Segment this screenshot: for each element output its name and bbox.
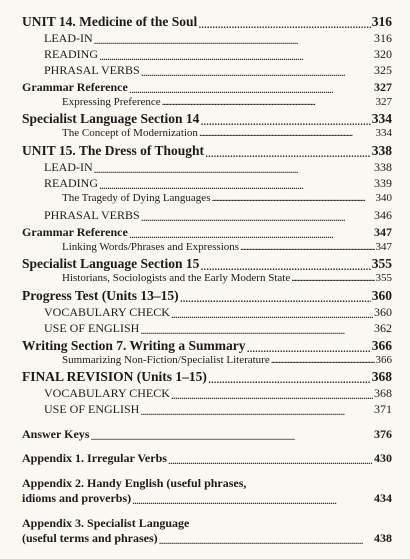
toc-entry-title: The Concept of Modernization <box>62 127 198 139</box>
leader-dots <box>141 66 373 78</box>
leader-dots <box>208 372 371 386</box>
toc-entry-title: Historians, Sociologists and the Early Modern State <box>62 272 291 284</box>
leader-dots <box>247 341 371 355</box>
toc-page-number: 327 <box>375 96 392 108</box>
toc-entry-title: PHRASAL VERBS <box>44 208 140 222</box>
toc-page-number: 320 <box>374 47 392 61</box>
leader-dots <box>162 97 375 108</box>
toc-entry-title: Summarizing Non-Fiction/Specialist Literature <box>62 354 270 366</box>
toc-entry-title: LEAD-IN <box>44 160 93 174</box>
toc-entry-concept-of-modernization[interactable] <box>0 127 410 139</box>
toc-page-number: 334 <box>375 127 392 139</box>
toc-entry-appendix-2[interactable] <box>0 491 410 506</box>
toc-page-number: 366 <box>371 338 392 353</box>
toc-page-number: 355 <box>375 272 392 284</box>
toc-page-number: 376 <box>374 427 392 441</box>
toc-entry-appendix-1[interactable] <box>0 451 410 466</box>
toc-entry-title: Progress Test (Units 13–15) <box>22 288 179 303</box>
toc-entry-grammar-reference-15[interactable] <box>0 225 410 240</box>
toc-entry-historians-sociologists[interactable] <box>0 272 410 284</box>
toc-page-number: 371 <box>374 402 392 416</box>
leader-dots <box>200 114 370 128</box>
toc-entry-u14-lead-in[interactable] <box>0 31 410 46</box>
leader-dots <box>94 163 373 175</box>
leader-dots <box>99 50 373 62</box>
toc-entry-specialist-language-15[interactable] <box>0 256 410 272</box>
toc-entry-summarizing[interactable] <box>0 354 410 366</box>
toc-entry-appendix-2-line-1[interactable] <box>0 475 410 491</box>
toc-entry-title: Specialist Language Section 15 <box>22 256 200 271</box>
toc-entry-title: USE OF ENGLISH <box>44 402 140 416</box>
toc-page-number: 362 <box>374 321 392 335</box>
toc-entry-title: Appendix 2. Handy English (useful phrases, <box>22 476 247 490</box>
toc-entry-title: Grammar Reference <box>22 80 128 94</box>
toc-entry-pt-use-of-english[interactable] <box>0 321 410 336</box>
toc-entry-title: UNIT 14. Medicine of the Soul <box>22 14 198 29</box>
toc-entry-u14-reading[interactable] <box>0 47 410 62</box>
toc-page-number: 327 <box>374 80 392 94</box>
leader-dots <box>140 405 373 417</box>
leader-dots <box>141 211 373 223</box>
leader-dots <box>271 355 375 366</box>
toc-entry-title: The Tragedy of Dying Languages <box>62 192 211 204</box>
toc-entry-title: READING <box>44 176 98 190</box>
toc-entry-unit-15[interactable] <box>0 143 410 159</box>
leader-dots <box>94 34 373 46</box>
toc-entry-title: VOCABULARY CHECK <box>44 305 170 319</box>
toc-entry-appendix-3[interactable] <box>0 531 410 546</box>
toc-page-number: 316 <box>374 31 392 45</box>
leader-dots <box>200 259 370 273</box>
toc-entry-title-continued: idioms and proverbs) <box>22 491 132 505</box>
toc-entry-title: Grammar Reference <box>22 225 128 239</box>
toc-entry-title: LEAD-IN <box>44 31 93 45</box>
toc-entry-grammar-reference-14[interactable] <box>0 80 410 95</box>
toc-entry-u15-lead-in[interactable] <box>0 160 410 175</box>
toc-page-number: 316 <box>371 14 392 29</box>
leader-dots <box>180 291 371 305</box>
toc-entry-title: Appendix 3. Specialist Language <box>22 516 190 530</box>
toc-page-number: 346 <box>374 208 392 222</box>
leader-dots <box>171 308 373 320</box>
toc-page-number: 339 <box>374 176 392 190</box>
toc-entry-pt-vocabulary-check[interactable] <box>0 305 410 320</box>
toc-entry-u14-phrasal-verbs[interactable] <box>0 63 410 78</box>
leader-dots <box>199 128 375 139</box>
toc-page-number: 334 <box>371 111 392 126</box>
toc-page-number: 368 <box>374 386 392 400</box>
toc-entry-writing-section-7[interactable] <box>0 338 410 354</box>
leader-dots <box>171 389 373 401</box>
toc-entry-title: Linking Words/Phrases and Expressions <box>62 241 240 253</box>
toc-page-number: 355 <box>371 256 392 271</box>
toc-page-number: 434 <box>374 491 392 505</box>
toc-entry-appendix-3-line-1[interactable] <box>0 515 410 531</box>
leader-dots <box>140 324 373 336</box>
toc-entry-progress-test[interactable] <box>0 288 410 304</box>
toc-page-number: 325 <box>374 63 392 77</box>
toc-page-number: 340 <box>375 192 392 204</box>
leader-dots <box>99 179 373 191</box>
toc-entry-title: Writing Section 7. Writing a Summary <box>22 338 246 353</box>
toc-page-number: 368 <box>371 369 392 384</box>
toc-entry-fr-use-of-english[interactable] <box>0 402 410 417</box>
toc-entry-answer-keys[interactable] <box>0 427 410 442</box>
toc-page-number: 338 <box>374 160 392 174</box>
leader-dots <box>90 430 373 442</box>
leader-dots <box>211 193 374 204</box>
toc-entry-title: Appendix 1. Irregular Verbs <box>22 451 167 465</box>
toc-entry-u15-reading[interactable] <box>0 176 410 191</box>
toc-entry-u15-phrasal-verbs[interactable] <box>0 208 410 223</box>
leader-dots <box>198 17 370 31</box>
toc-page-number: 338 <box>371 143 392 158</box>
toc-page-number: 347 <box>375 241 392 253</box>
toc-entry-final-revision[interactable] <box>0 369 410 385</box>
toc-entry-title: UNIT 15. The Dress of Thought <box>22 143 205 158</box>
toc-page-number: 360 <box>371 288 392 303</box>
toc-page-number: 360 <box>374 305 392 319</box>
toc-page-number: 430 <box>374 451 392 465</box>
leader-dots <box>129 83 373 95</box>
leader-dots <box>240 242 374 253</box>
toc-entry-unit-14[interactable] <box>0 14 410 30</box>
toc-entry-title-continued: (useful terms and phrases) <box>22 531 158 545</box>
toc-entry-title: READING <box>44 47 98 61</box>
toc-entry-tragedy-of-dying-languages[interactable] <box>0 192 410 204</box>
leader-dots <box>291 273 374 284</box>
toc-entry-title: FINAL REVISION (Units 1–15) <box>22 369 207 384</box>
leader-dots <box>205 146 371 160</box>
toc-entry-title: VOCABULARY CHECK <box>44 386 170 400</box>
toc-page-number: 438 <box>374 531 392 545</box>
toc-entry-title: Specialist Language Section 14 <box>22 111 200 126</box>
toc-entry-specialist-language-14[interactable] <box>0 111 410 127</box>
toc-entry-title: USE OF ENGLISH <box>44 321 140 335</box>
toc-entry-fr-vocabulary-check[interactable] <box>0 386 410 401</box>
toc-entry-title: PHRASAL VERBS <box>44 63 140 77</box>
toc-entry-title: Answer Keys <box>22 427 90 441</box>
toc-page-number: 347 <box>374 225 392 239</box>
toc-entry-title: Expressing Preference <box>62 96 161 108</box>
leader-dots <box>159 534 373 546</box>
toc-entry-linking-words[interactable] <box>0 241 410 253</box>
leader-dots <box>132 494 373 506</box>
leader-dots <box>129 228 373 240</box>
toc-entry-expressing-preference[interactable] <box>0 96 410 108</box>
toc-page-number: 366 <box>375 354 392 366</box>
leader-dots <box>168 454 373 466</box>
